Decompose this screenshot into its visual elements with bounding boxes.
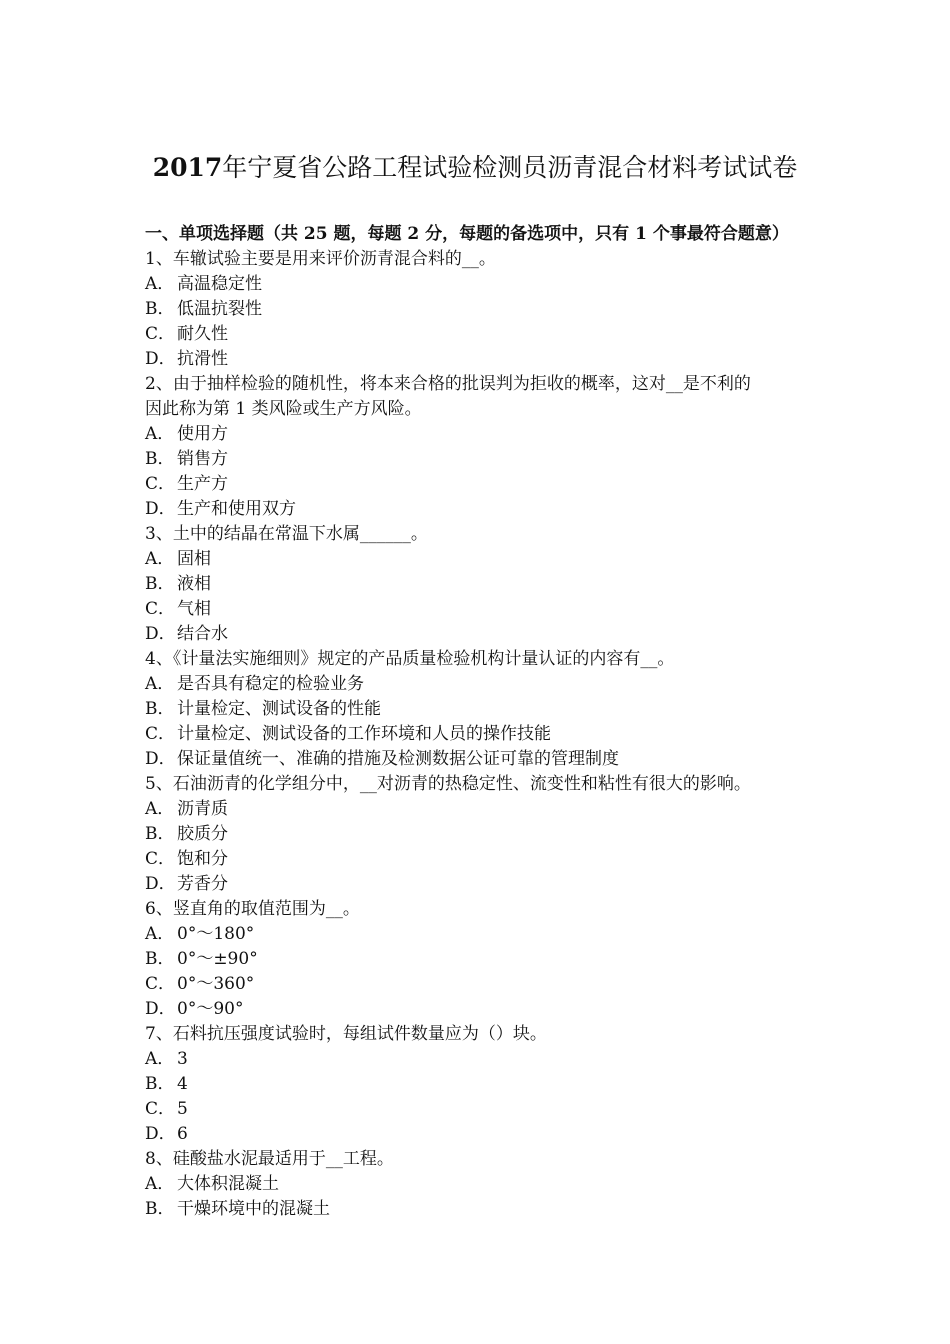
- option-text: 保证量值统一、准确的措施及检测数据公证可靠的管理制度: [177, 749, 619, 769]
- option-text: 计量检定、测试设备的工作环境和人员的操作技能: [177, 724, 551, 744]
- option-text: 0°～360°: [177, 974, 255, 994]
- option-letter: D．: [145, 624, 176, 644]
- answer-option: [145, 272, 825, 297]
- question-6: [145, 897, 825, 1022]
- option-text: 低温抗裂性: [177, 299, 262, 319]
- option-letter: C．: [145, 1099, 176, 1119]
- option-letter: B．: [145, 1074, 175, 1094]
- question-stem: 4、《计量法实施细则》规定的产品质量检验机构计量认证的内容有__。: [145, 649, 675, 669]
- option-letter: A．: [145, 799, 175, 819]
- option-text: 耐久性: [177, 324, 228, 344]
- option-text: 沥青质: [177, 799, 228, 819]
- question-stem: 2、由于抽样检验的随机性，将本来合格的批误判为拒收的概率，这对__是不利的: [145, 374, 751, 394]
- option-text: 结合水: [177, 624, 228, 644]
- answer-option: [145, 1097, 825, 1122]
- option-text: 干燥环境中的混凝土: [177, 1199, 330, 1219]
- option-letter: A．: [145, 424, 175, 444]
- answer-option: [145, 847, 825, 872]
- answer-option: [145, 697, 825, 722]
- answer-option: [145, 472, 825, 497]
- question-stem: 7、石料抗压强度试验时，每组试件数量应为（）块。: [145, 1024, 547, 1044]
- option-letter: B．: [145, 449, 175, 469]
- option-text: 饱和分: [177, 849, 228, 869]
- answer-option: [145, 297, 825, 322]
- option-letter: D．: [145, 1124, 176, 1144]
- option-text: 3: [177, 1049, 188, 1069]
- question-3: [145, 522, 825, 647]
- option-letter: A．: [145, 1174, 175, 1194]
- answer-option: [145, 597, 825, 622]
- option-letter: D．: [145, 749, 176, 769]
- option-letter: C．: [145, 724, 176, 744]
- answer-option: [145, 972, 825, 997]
- option-letter: B．: [145, 699, 175, 719]
- option-letter: D．: [145, 874, 176, 894]
- option-text: 使用方: [177, 424, 228, 444]
- answer-option: [145, 547, 825, 572]
- option-letter: B．: [145, 1199, 175, 1219]
- option-letter: A．: [145, 1049, 175, 1069]
- option-text: 大体积混凝土: [177, 1174, 279, 1194]
- answer-option: [145, 947, 825, 972]
- option-text: 液相: [177, 574, 211, 594]
- answer-option: [145, 872, 825, 897]
- option-text: 芳香分: [177, 874, 228, 894]
- question-4: [145, 647, 825, 772]
- option-letter: C．: [145, 324, 176, 344]
- question-stem: 因此称为第 1 类风险或生产方风险。: [145, 399, 422, 419]
- option-letter: B．: [145, 824, 175, 844]
- question-2: [145, 372, 825, 522]
- option-letter: B．: [145, 574, 175, 594]
- option-letter: C．: [145, 474, 176, 494]
- option-letter: D．: [145, 499, 176, 519]
- option-letter: A．: [145, 924, 175, 944]
- answer-option: [145, 797, 825, 822]
- question-1: [145, 247, 825, 372]
- question-stem: 3、土中的结晶在常温下水属______。: [145, 524, 428, 544]
- answer-option: [145, 672, 825, 697]
- answer-option: [145, 1172, 825, 1197]
- answer-option: [145, 747, 825, 772]
- option-text: 5: [177, 1099, 188, 1119]
- question-5: [145, 772, 825, 897]
- option-letter: A．: [145, 674, 175, 694]
- answer-option: [145, 722, 825, 747]
- option-text: 0°～180°: [177, 924, 255, 944]
- option-text: 0°～±90°: [177, 949, 258, 969]
- answer-option: [145, 1047, 825, 1072]
- question-8: [145, 1147, 825, 1222]
- title-text: 年宁夏省公路工程试验检测员沥青混合材料考试试卷: [222, 153, 798, 182]
- option-text: 6: [177, 1124, 188, 1144]
- question-stem: 8、硅酸盐水泥最适用于__工程。: [145, 1149, 394, 1169]
- option-text: 0°～90°: [177, 999, 244, 1019]
- answer-option: [145, 422, 825, 447]
- answer-option: [145, 347, 825, 372]
- answer-option: [145, 1072, 825, 1097]
- question-7: [145, 1022, 825, 1147]
- answer-option: [145, 997, 825, 1022]
- option-text: 销售方: [177, 449, 228, 469]
- document-title: [0, 151, 950, 185]
- option-letter: C．: [145, 974, 176, 994]
- option-text: 高温稳定性: [177, 274, 262, 294]
- option-text: 胶质分: [177, 824, 228, 844]
- option-letter: A．: [145, 274, 175, 294]
- question-stem: 6、竖直角的取值范围为__。: [145, 899, 360, 919]
- question-stem: 5、石油沥青的化学组分中，__对沥青的热稳定性、流变性和粘性有很大的影响。: [145, 774, 751, 794]
- answer-option: [145, 922, 825, 947]
- section-heading: 一、单项选择题（共 25 题，每题 2 分，每题的备选项中，只有 1 个事最符合题意）: [145, 224, 789, 244]
- option-text: 生产和使用双方: [177, 499, 296, 519]
- option-letter: B．: [145, 299, 175, 319]
- answer-option: [145, 1197, 825, 1222]
- option-letter: D．: [145, 999, 176, 1019]
- answer-option: [145, 497, 825, 522]
- answer-option: [145, 622, 825, 647]
- answer-option: [145, 322, 825, 347]
- answer-option: [145, 572, 825, 597]
- option-letter: B．: [145, 949, 175, 969]
- option-text: 计量检定、测试设备的性能: [177, 699, 381, 719]
- option-letter: C．: [145, 599, 176, 619]
- option-text: 气相: [177, 599, 211, 619]
- answer-option: [145, 1122, 825, 1147]
- option-text: 固相: [177, 549, 211, 569]
- question-stem: 1、车辙试验主要是用来评价沥青混合料的__。: [145, 249, 496, 269]
- option-text: 生产方: [177, 474, 228, 494]
- answer-option: [145, 822, 825, 847]
- option-text: 抗滑性: [177, 349, 228, 369]
- title-year: 2017: [152, 153, 223, 182]
- question-list: [145, 247, 825, 1222]
- option-letter: A．: [145, 549, 175, 569]
- document-body: [145, 222, 825, 1222]
- option-text: 是否具有稳定的检验业务: [177, 674, 364, 694]
- answer-option: [145, 447, 825, 472]
- option-text: 4: [177, 1074, 188, 1094]
- option-letter: D．: [145, 349, 176, 369]
- option-letter: C．: [145, 849, 176, 869]
